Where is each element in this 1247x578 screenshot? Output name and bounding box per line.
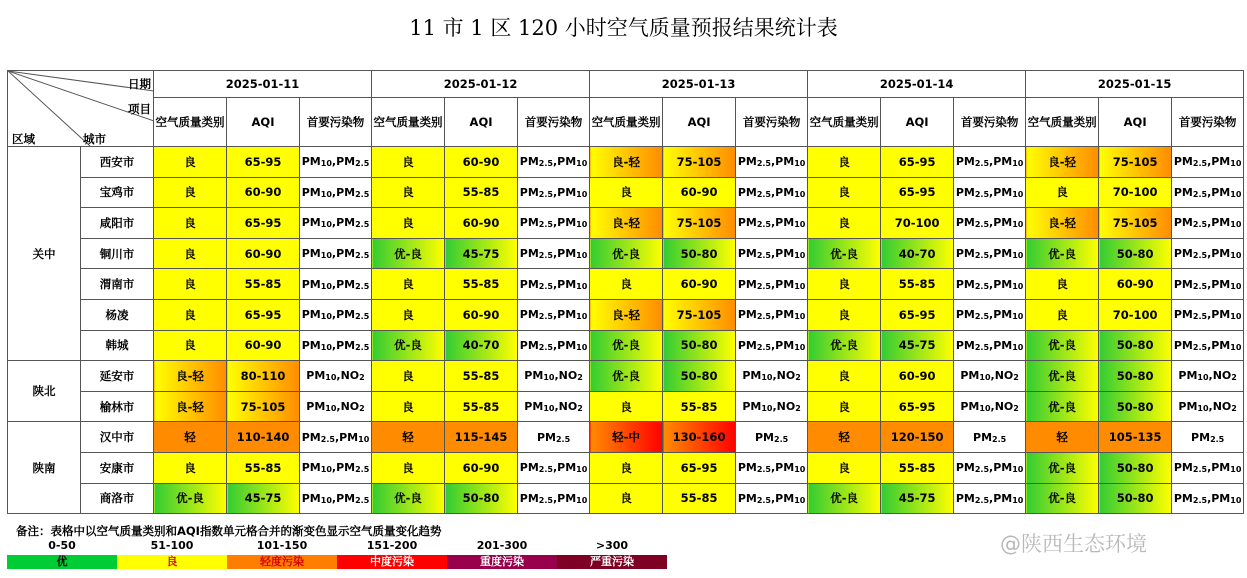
- pollutant-header: [518, 98, 590, 147]
- region-cell: 陕北: [8, 361, 81, 422]
- aqi-cell: 65-95: [227, 147, 300, 178]
- legend-swatch: 轻度污染: [227, 555, 337, 569]
- city-cell: 韩城: [81, 330, 154, 361]
- pollutant-cell: $PM_{10},NO_2$: [954, 391, 1026, 422]
- corner-date-label: 日期: [128, 77, 151, 91]
- pollutant-cell: $PM_{2.5},PM_{10}$: [736, 238, 808, 269]
- quality-cell: 良: [590, 177, 663, 208]
- quality-cell: 良-轻: [590, 299, 663, 330]
- aqi-cell: 120-150: [881, 422, 954, 453]
- pollutant-cell: $PM_{2.5},PM_{10}$: [736, 177, 808, 208]
- city-cell: 榆林市: [81, 391, 154, 422]
- date-header: 2025-01-11: [154, 71, 372, 98]
- aqi-cell: 50-80: [1099, 452, 1172, 483]
- quality-cell: 优-良: [590, 238, 663, 269]
- region-cell: 关中: [8, 147, 81, 361]
- quality-header-text: 空气质量类别: [809, 115, 879, 129]
- pollutant-cell: $PM_{10},NO_2$: [300, 361, 372, 392]
- pollutant-cell: $PM_{10},NO_2$: [736, 391, 808, 422]
- table-row: [8, 147, 1244, 178]
- quality-header: [808, 98, 881, 147]
- legend-range: 201-300: [476, 539, 528, 552]
- pollutant-cell: $PM_{2.5},PM_{10}$: [1172, 269, 1244, 300]
- quality-cell: 良-轻: [154, 391, 227, 422]
- aqi-cell: 60-90: [881, 361, 954, 392]
- pollutant-cell: $PM_{10},PM_{2.5}$: [300, 147, 372, 178]
- table-row: [8, 269, 1244, 300]
- corner-header: [8, 71, 154, 147]
- pollutant-cell: $PM_{2.5},PM_{10}$: [518, 208, 590, 239]
- city-cell: 西安市: [81, 147, 154, 178]
- pollutant-cell: $PM_{2.5},PM_{10}$: [736, 330, 808, 361]
- aqi-cell: 110-140: [227, 422, 300, 453]
- forecast-table: [7, 70, 1244, 514]
- quality-cell: 优-良: [1026, 391, 1099, 422]
- pollutant-cell: $PM_{10},NO_2$: [300, 391, 372, 422]
- pollutant-cell: $PM_{2.5},PM_{10}$: [954, 330, 1026, 361]
- quality-cell: 良: [372, 177, 445, 208]
- quality-header: [590, 98, 663, 147]
- quality-cell: 良: [154, 452, 227, 483]
- city-cell: 渭南市: [81, 269, 154, 300]
- legend-swatch: 中度污染: [337, 555, 447, 569]
- aqi-cell: 60-90: [445, 147, 518, 178]
- pollutant-cell: $PM_{2.5}$: [736, 422, 808, 453]
- legend-item: [447, 537, 557, 571]
- aqi-header-text: AQI: [905, 115, 929, 129]
- city-cell: 杨凌: [81, 299, 154, 330]
- aqi-cell: 55-85: [227, 269, 300, 300]
- aqi-cell: 75-105: [1099, 147, 1172, 178]
- aqi-cell: 60-90: [445, 208, 518, 239]
- legend-swatch: 严重污染: [557, 555, 667, 569]
- aqi-cell: 65-95: [881, 147, 954, 178]
- aqi-cell: 45-75: [227, 483, 300, 514]
- quality-cell: 良: [372, 147, 445, 178]
- aqi-cell: 50-80: [1099, 391, 1172, 422]
- column-header-row: [8, 98, 1244, 147]
- quality-cell: 优-良: [1026, 483, 1099, 514]
- quality-cell: 优-良: [372, 238, 445, 269]
- aqi-cell: 65-95: [881, 177, 954, 208]
- aqi-cell: 60-90: [445, 452, 518, 483]
- pollutant-cell: $PM_{2.5},PM_{10}$: [1172, 177, 1244, 208]
- pollutant-cell: $PM_{2.5},PM_{10}$: [736, 483, 808, 514]
- legend-range: 51-100: [150, 539, 194, 552]
- table-row: [8, 238, 1244, 269]
- pollutant-cell: $PM_{2.5},PM_{10}$: [518, 483, 590, 514]
- quality-cell: 良: [1026, 269, 1099, 300]
- quality-cell: 优-良: [1026, 452, 1099, 483]
- pollutant-cell: $PM_{2.5},PM_{10}$: [736, 452, 808, 483]
- legend-range: 101-150: [256, 539, 308, 552]
- aqi-cell: 40-70: [881, 238, 954, 269]
- aqi-cell: 50-80: [445, 483, 518, 514]
- legend-item: [557, 537, 667, 571]
- quality-cell: 良-轻: [1026, 147, 1099, 178]
- aqi-cell: 65-95: [881, 299, 954, 330]
- pollutant-cell: $PM_{2.5}$: [954, 422, 1026, 453]
- pollutant-cell: $PM_{10},NO_2$: [518, 361, 590, 392]
- quality-cell: 良: [154, 238, 227, 269]
- quality-cell: 优-良: [590, 330, 663, 361]
- quality-cell: 良-轻: [590, 147, 663, 178]
- pollutant-cell: $PM_{2.5}$: [1172, 422, 1244, 453]
- legend-swatch: 重度污染: [447, 555, 557, 569]
- quality-cell: 优-良: [590, 361, 663, 392]
- quality-cell: 良: [1026, 299, 1099, 330]
- legend-item: [337, 537, 447, 571]
- quality-cell: 良: [808, 452, 881, 483]
- table-row: [8, 330, 1244, 361]
- quality-cell: 良: [154, 177, 227, 208]
- pollutant-cell: $PM_{2.5},PM_{10}$: [1172, 452, 1244, 483]
- aqi-cell: 65-95: [881, 391, 954, 422]
- quality-cell: 良: [590, 391, 663, 422]
- pollutant-cell: $PM_{2.5},PM_{10}$: [954, 299, 1026, 330]
- quality-cell: 良: [372, 391, 445, 422]
- pollutant-cell: $PM_{10},PM_{2.5}$: [300, 452, 372, 483]
- pollutant-cell: $PM_{10},NO_2$: [1172, 391, 1244, 422]
- quality-cell: 优-良: [1026, 238, 1099, 269]
- aqi-cell: 65-95: [227, 208, 300, 239]
- aqi-cell: 75-105: [227, 391, 300, 422]
- aqi-cell: 55-85: [663, 483, 736, 514]
- quality-cell: 良: [154, 269, 227, 300]
- aqi-cell: 55-85: [227, 452, 300, 483]
- quality-cell: 良: [808, 299, 881, 330]
- aqi-cell: 75-105: [663, 208, 736, 239]
- aqi-header-text: AQI: [1123, 115, 1147, 129]
- table-row: [8, 177, 1244, 208]
- pollutant-header-text: 首要污染物: [1178, 115, 1237, 129]
- pollutant-cell: $PM_{2.5},PM_{10}$: [518, 452, 590, 483]
- quality-cell: 优-良: [372, 330, 445, 361]
- city-cell: 商洛市: [81, 483, 154, 514]
- aqi-cell: 70-100: [1099, 299, 1172, 330]
- corner-item-label: 项目: [128, 102, 151, 116]
- pollutant-cell: $PM_{2.5},PM_{10}$: [518, 147, 590, 178]
- quality-cell: 良: [372, 299, 445, 330]
- pollutant-cell: $PM_{10},PM_{2.5}$: [300, 269, 372, 300]
- table-note: 备注：表格中以空气质量类别和AQI指数单元格合并的渐变色显示空气质量变化趋势: [16, 524, 442, 538]
- table-row: [8, 299, 1244, 330]
- aqi-cell: 55-85: [881, 452, 954, 483]
- pollutant-cell: $PM_{2.5},PM_{10}$: [518, 330, 590, 361]
- quality-cell: 良: [808, 208, 881, 239]
- pollutant-cell: $PM_{2.5},PM_{10}$: [736, 208, 808, 239]
- quality-cell: 轻: [1026, 422, 1099, 453]
- quality-cell: 良: [372, 269, 445, 300]
- quality-cell: 良: [808, 391, 881, 422]
- quality-cell: 良: [590, 483, 663, 514]
- aqi-header: [445, 98, 518, 147]
- legend-range: 0-50: [48, 539, 76, 552]
- pollutant-cell: $PM_{2.5},PM_{10}$: [1172, 483, 1244, 514]
- aqi-cell: 60-90: [227, 238, 300, 269]
- quality-cell: 优-良: [1026, 361, 1099, 392]
- table-row: [8, 452, 1244, 483]
- quality-cell: 优-良: [372, 483, 445, 514]
- pollutant-cell: $PM_{10},PM_{2.5}$: [300, 330, 372, 361]
- quality-header: [154, 98, 227, 147]
- quality-cell: 良-轻: [1026, 208, 1099, 239]
- aqi-header-text: AQI: [251, 115, 275, 129]
- pollutant-cell: $PM_{2.5},PM_{10}$: [518, 269, 590, 300]
- date-header: 2025-01-12: [372, 71, 590, 98]
- pollutant-cell: $PM_{10},PM_{2.5}$: [300, 299, 372, 330]
- pollutant-cell: $PM_{10},PM_{2.5}$: [300, 208, 372, 239]
- pollutant-cell: $PM_{2.5},PM_{10}$: [736, 147, 808, 178]
- aqi-cell: 60-90: [445, 299, 518, 330]
- aqi-cell: 50-80: [663, 330, 736, 361]
- pollutant-header: [1172, 98, 1244, 147]
- aqi-header: [663, 98, 736, 147]
- watermark: @陕西生态环境: [1000, 532, 1147, 556]
- pollutant-cell: $PM_{2.5},PM_{10}$: [1172, 330, 1244, 361]
- pollutant-cell: $PM_{2.5},PM_{10}$: [518, 177, 590, 208]
- quality-cell: 优-良: [1026, 330, 1099, 361]
- aqi-cell: 65-95: [227, 299, 300, 330]
- table-row: [8, 391, 1244, 422]
- legend-item: [227, 537, 337, 571]
- aqi-cell: 55-85: [663, 391, 736, 422]
- region-cell: 陕南: [8, 422, 81, 514]
- aqi-cell: 50-80: [663, 361, 736, 392]
- quality-cell: 良: [808, 361, 881, 392]
- quality-cell: 良: [808, 147, 881, 178]
- aqi-cell: 55-85: [445, 269, 518, 300]
- aqi-cell: 70-100: [1099, 177, 1172, 208]
- pollutant-header-text: 首要污染物: [960, 115, 1019, 129]
- city-cell: 汉中市: [81, 422, 154, 453]
- pollutant-cell: $PM_{10},NO_2$: [736, 361, 808, 392]
- pollutant-cell: $PM_{2.5},PM_{10}$: [300, 422, 372, 453]
- pollutant-cell: $PM_{10},PM_{2.5}$: [300, 483, 372, 514]
- aqi-cell: 50-80: [1099, 238, 1172, 269]
- quality-cell: 轻: [372, 422, 445, 453]
- table-row: [8, 361, 1244, 392]
- aqi-cell: 75-105: [663, 299, 736, 330]
- quality-cell: 良: [154, 299, 227, 330]
- table-row: [8, 208, 1244, 239]
- aqi-cell: 45-75: [445, 238, 518, 269]
- pollutant-cell: $PM_{2.5},PM_{10}$: [954, 483, 1026, 514]
- aqi-cell: 105-135: [1099, 422, 1172, 453]
- pollutant-cell: $PM_{10},PM_{2.5}$: [300, 177, 372, 208]
- aqi-cell: 55-85: [881, 269, 954, 300]
- city-cell: 安康市: [81, 452, 154, 483]
- pollutant-header: [736, 98, 808, 147]
- aqi-cell: 40-70: [445, 330, 518, 361]
- quality-cell: 优-良: [808, 483, 881, 514]
- pollutant-header: [954, 98, 1026, 147]
- city-cell: 延安市: [81, 361, 154, 392]
- pollutant-cell: $PM_{2.5},PM_{10}$: [954, 177, 1026, 208]
- pollutant-cell: $PM_{10},NO_2$: [1172, 361, 1244, 392]
- table-row: [8, 483, 1244, 514]
- pollutant-cell: $PM_{2.5},PM_{10}$: [736, 299, 808, 330]
- aqi-cell: 60-90: [227, 330, 300, 361]
- date-header: 2025-01-13: [590, 71, 808, 98]
- quality-cell: 良: [372, 452, 445, 483]
- pollutant-cell: $PM_{2.5},PM_{10}$: [954, 147, 1026, 178]
- pollutant-header-text: 首要污染物: [306, 115, 365, 129]
- quality-cell: 良-轻: [154, 361, 227, 392]
- aqi-cell: 45-75: [881, 483, 954, 514]
- aqi-header: [1099, 98, 1172, 147]
- date-header-row: [8, 71, 1244, 98]
- aqi-cell: 55-85: [445, 391, 518, 422]
- city-cell: 宝鸡市: [81, 177, 154, 208]
- quality-header: [1026, 98, 1099, 147]
- quality-header-text: 空气质量类别: [591, 115, 661, 129]
- quality-cell: 良: [1026, 177, 1099, 208]
- quality-cell: 优-良: [808, 330, 881, 361]
- page-title: 11 市 1 区 120 小时空气质量预报结果统计表: [409, 16, 838, 40]
- pollutant-header-text: 首要污染物: [742, 115, 801, 129]
- aqi-cell: 50-80: [663, 238, 736, 269]
- aqi-header-text: AQI: [469, 115, 493, 129]
- pollutant-cell: $PM_{2.5},PM_{10}$: [1172, 238, 1244, 269]
- aqi-cell: 60-90: [663, 269, 736, 300]
- quality-cell: 轻: [154, 422, 227, 453]
- pollutant-cell: $PM_{2.5},PM_{10}$: [954, 208, 1026, 239]
- aqi-cell: 55-85: [445, 361, 518, 392]
- corner-region-label: 区域: [12, 132, 35, 146]
- quality-cell: 轻-中: [590, 422, 663, 453]
- aqi-cell: 50-80: [1099, 330, 1172, 361]
- city-cell: 咸阳市: [81, 208, 154, 239]
- aqi-cell: 65-95: [663, 452, 736, 483]
- quality-cell: 良: [808, 269, 881, 300]
- aqi-cell: 115-145: [445, 422, 518, 453]
- pollutant-cell: $PM_{2.5},PM_{10}$: [1172, 147, 1244, 178]
- pollutant-header: [300, 98, 372, 147]
- aqi-header: [881, 98, 954, 147]
- quality-cell: 优-良: [808, 238, 881, 269]
- aqi-header: [227, 98, 300, 147]
- pollutant-header-text: 首要污染物: [524, 115, 583, 129]
- city-cell: 铜川市: [81, 238, 154, 269]
- table-row: [8, 422, 1244, 453]
- legend-item: [7, 537, 117, 571]
- aqi-cell: 80-110: [227, 361, 300, 392]
- legend-swatch: 优: [7, 555, 117, 569]
- pollutant-cell: $PM_{10},NO_2$: [954, 361, 1026, 392]
- legend-range: 151-200: [366, 539, 418, 552]
- quality-cell: 良: [372, 361, 445, 392]
- date-header: 2025-01-14: [808, 71, 1026, 98]
- pollutant-cell: $PM_{2.5},PM_{10}$: [1172, 208, 1244, 239]
- date-header: 2025-01-15: [1026, 71, 1244, 98]
- quality-cell: 良: [808, 177, 881, 208]
- pollutant-cell: $PM_{2.5},PM_{10}$: [1172, 299, 1244, 330]
- aqi-cell: 60-90: [663, 177, 736, 208]
- quality-header: [372, 98, 445, 147]
- aqi-cell: 55-85: [445, 177, 518, 208]
- pollutant-cell: $PM_{2.5},PM_{10}$: [736, 269, 808, 300]
- aqi-cell: 60-90: [1099, 269, 1172, 300]
- aqi-cell: 60-90: [227, 177, 300, 208]
- pollutant-cell: $PM_{2.5},PM_{10}$: [954, 238, 1026, 269]
- quality-header-text: 空气质量类别: [155, 115, 225, 129]
- aqi-cell: 130-160: [663, 422, 736, 453]
- quality-cell: 良: [590, 269, 663, 300]
- legend-item: [117, 537, 227, 571]
- quality-cell: 良-轻: [590, 208, 663, 239]
- aqi-cell: 75-105: [1099, 208, 1172, 239]
- quality-cell: 优-良: [154, 483, 227, 514]
- quality-cell: 良: [372, 208, 445, 239]
- aqi-cell: 50-80: [1099, 361, 1172, 392]
- aqi-cell: 45-75: [881, 330, 954, 361]
- aqi-cell: 70-100: [881, 208, 954, 239]
- quality-cell: 良: [590, 452, 663, 483]
- quality-cell: 良: [154, 330, 227, 361]
- pollutant-cell: $PM_{10},PM_{2.5}$: [300, 238, 372, 269]
- pollutant-cell: $PM_{10},NO_2$: [518, 391, 590, 422]
- pollutant-cell: $PM_{2.5},PM_{10}$: [954, 269, 1026, 300]
- legend-swatch: 良: [117, 555, 227, 569]
- pollutant-cell: $PM_{2.5}$: [518, 422, 590, 453]
- aqi-header-text: AQI: [687, 115, 711, 129]
- pollutant-cell: $PM_{2.5},PM_{10}$: [518, 299, 590, 330]
- quality-cell: 良: [154, 208, 227, 239]
- pollutant-cell: $PM_{2.5},PM_{10}$: [518, 238, 590, 269]
- aqi-cell: 50-80: [1099, 483, 1172, 514]
- quality-header-text: 空气质量类别: [373, 115, 443, 129]
- quality-cell: 良: [154, 147, 227, 178]
- quality-cell: 轻: [808, 422, 881, 453]
- aqi-cell: 75-105: [663, 147, 736, 178]
- pollutant-cell: $PM_{2.5},PM_{10}$: [954, 452, 1026, 483]
- legend-range: >300: [595, 539, 629, 552]
- corner-city-label: 城市: [83, 132, 106, 146]
- quality-header-text: 空气质量类别: [1027, 115, 1097, 129]
